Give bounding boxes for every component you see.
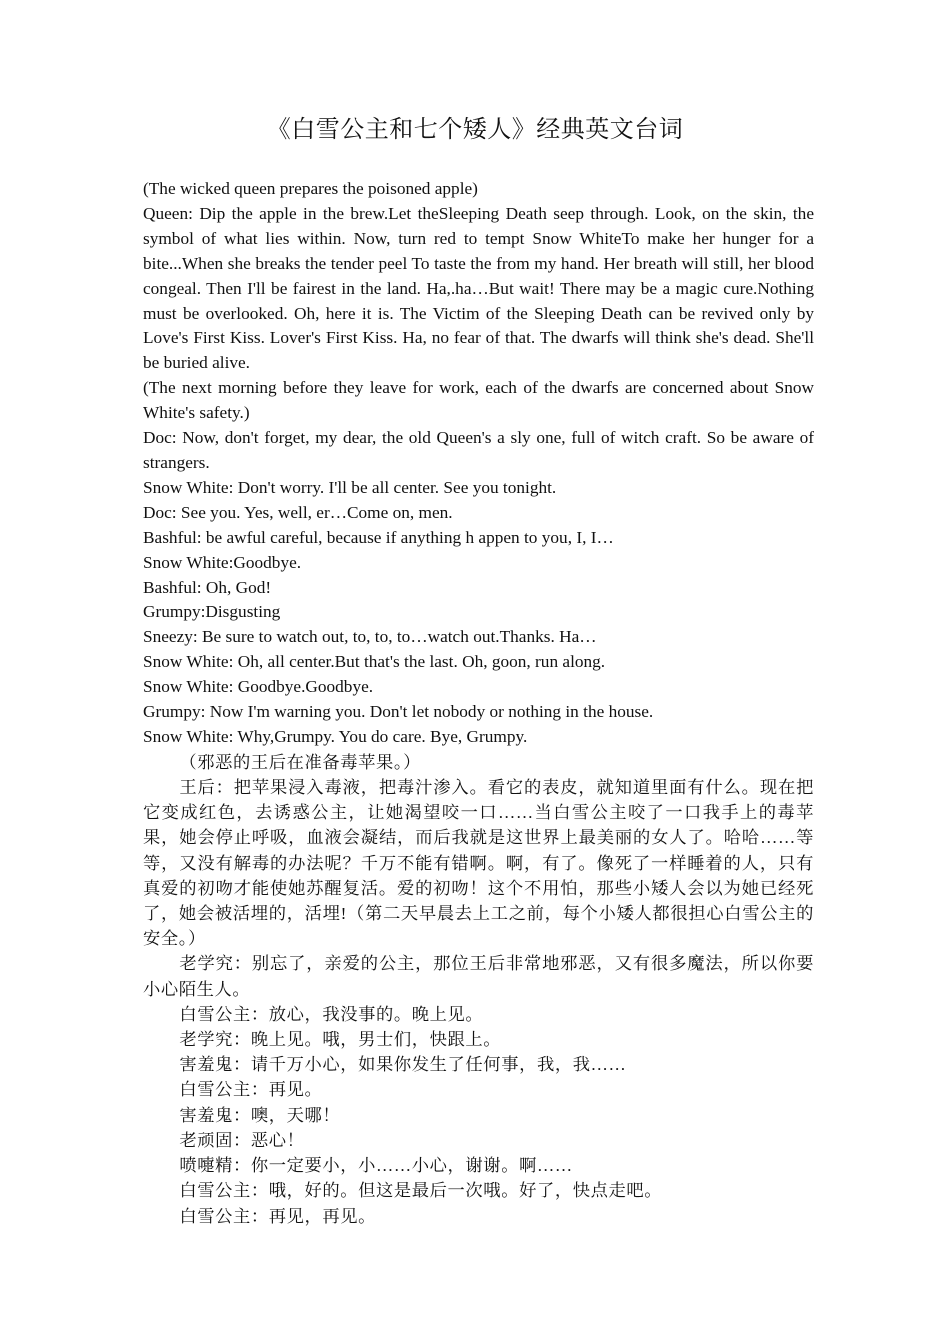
zh-dialogue-line: 老学究：晚上见。哦，男士们，快跟上。	[179, 1030, 502, 1050]
dialogue-line: Bashful: be awful careful, because if anything h appen to you, I, I…	[143, 527, 614, 547]
zh-dialogue-line: 白雪公主：哦，好的。但这是最后一次哦。好了，快点走吧。	[179, 1181, 663, 1201]
dialogue-line: Doc: See you. Yes, well, er…Come on, men.	[143, 502, 453, 522]
dialogue-line: Snow White:Goodbye.	[143, 552, 302, 572]
zh-dialogue-line: 害羞鬼：噢，天哪！	[179, 1105, 341, 1125]
zh-dialogue-line: 老学究：别忘了，亲爱的公主，那位王后非常地邪恶，又有很多魔法，所以你要小心陌生人。	[143, 954, 814, 999]
dialogue-line: Doc: Now, don't forget, my dear, the old Queen's a sly one, full of witch craft. So be aware of strangers.	[143, 428, 814, 472]
dialogue-line: Snow White: Why,Grumpy. You do care. Bye, Grumpy.	[143, 726, 528, 746]
dialogue-line: Snow White: Goodbye.Goodbye.	[143, 677, 374, 697]
zh-dialogue-line: 喷嚏精：你一定要小，小……小心，谢谢。啊……	[179, 1156, 573, 1176]
zh-dialogue-line: 白雪公主：再见。	[179, 1080, 323, 1100]
dialogue-line: Snow White: Oh, all center.But that's the last. Oh, goon, run along.	[143, 652, 606, 672]
dialogue-line: Grumpy:Disgusting	[143, 602, 281, 622]
zh-dialogue-line: 白雪公主：再见，再见。	[179, 1206, 377, 1226]
zh-dialogue-line: 王后：把苹果浸入毒液，把毒汁渗入。看它的表皮，就知道里面有什么。现在把它变成红色，去诱惑公主，让她渴望咬一口……当白雪公主咬了一口我手上的毒苹果，她会停止呼吸，血液会凝结，而后我就是这世界上最美丽的女人了。哈哈……等等，又没有解毒的办法呢？千万不能有错啊。啊，有了。像死了一样睡着的人，只有真爱的初吻才能使她苏醒复活。爱的初吻！这个不用怕，那些小矮人会以为她已经死了，她会被活埋的，活埋!（第二天早晨去上工之前，每个小矮人都很担心白雪公主的安全。）	[143, 778, 814, 949]
zh-dialogue-line: 老顽固：恶心！	[179, 1130, 305, 1150]
stage-direction: (The next morning before they leave for work, each of the dwarfs are concerned about Snow White's safety.)	[143, 378, 814, 423]
stage-direction: (The wicked queen prepares the poisoned apple)	[143, 179, 478, 198]
dialogue-line: Sneezy: Be sure to watch out, to, to, to…watch out.Thanks. Ha…	[143, 627, 597, 647]
zh-dialogue-line: 害羞鬼：请千万小心，如果你发生了任何事，我，我……	[179, 1055, 627, 1075]
dialogue-line: Queen: Dip the apple in the brew.Let theSleeping Death seep through. Look, on the skin, the symbol of what lies within. Now, turn red to tempt Snow WhiteTo make her hunger for a bite...When she breaks the tender peel To taste the from my hand. Her breath will still, her blood congeal. Then I'll be fairest in the land. Ha,.ha…But wait! There may be a magic cure.Nothing must be overlooked. Oh, here it is. The Victim of the Sleeping Death can be revived only by Love's First Kiss. Lover's First Kiss. Ha, no fear of that. The dwarfs will think she's dead. She'll be buried alive.	[143, 203, 814, 373]
zh-stage-direction: （邪恶的王后在准备毒苹果。）	[179, 752, 422, 772]
dialogue-line: Snow White: Don't worry. I'll be all center. See you tonight.	[143, 477, 557, 497]
dialogue-line: Grumpy: Now I'm warning you. Don't let nobody or nothing in the house.	[143, 702, 654, 722]
zh-dialogue-line: 白雪公主：放心，我没事的。晚上见。	[179, 1004, 484, 1024]
dialogue-line: Bashful: Oh, God!	[143, 577, 272, 597]
document-body	[143, 177, 814, 1229]
page-title: 《白雪公主和七个矮人》经典英文台词	[266, 117, 684, 143]
